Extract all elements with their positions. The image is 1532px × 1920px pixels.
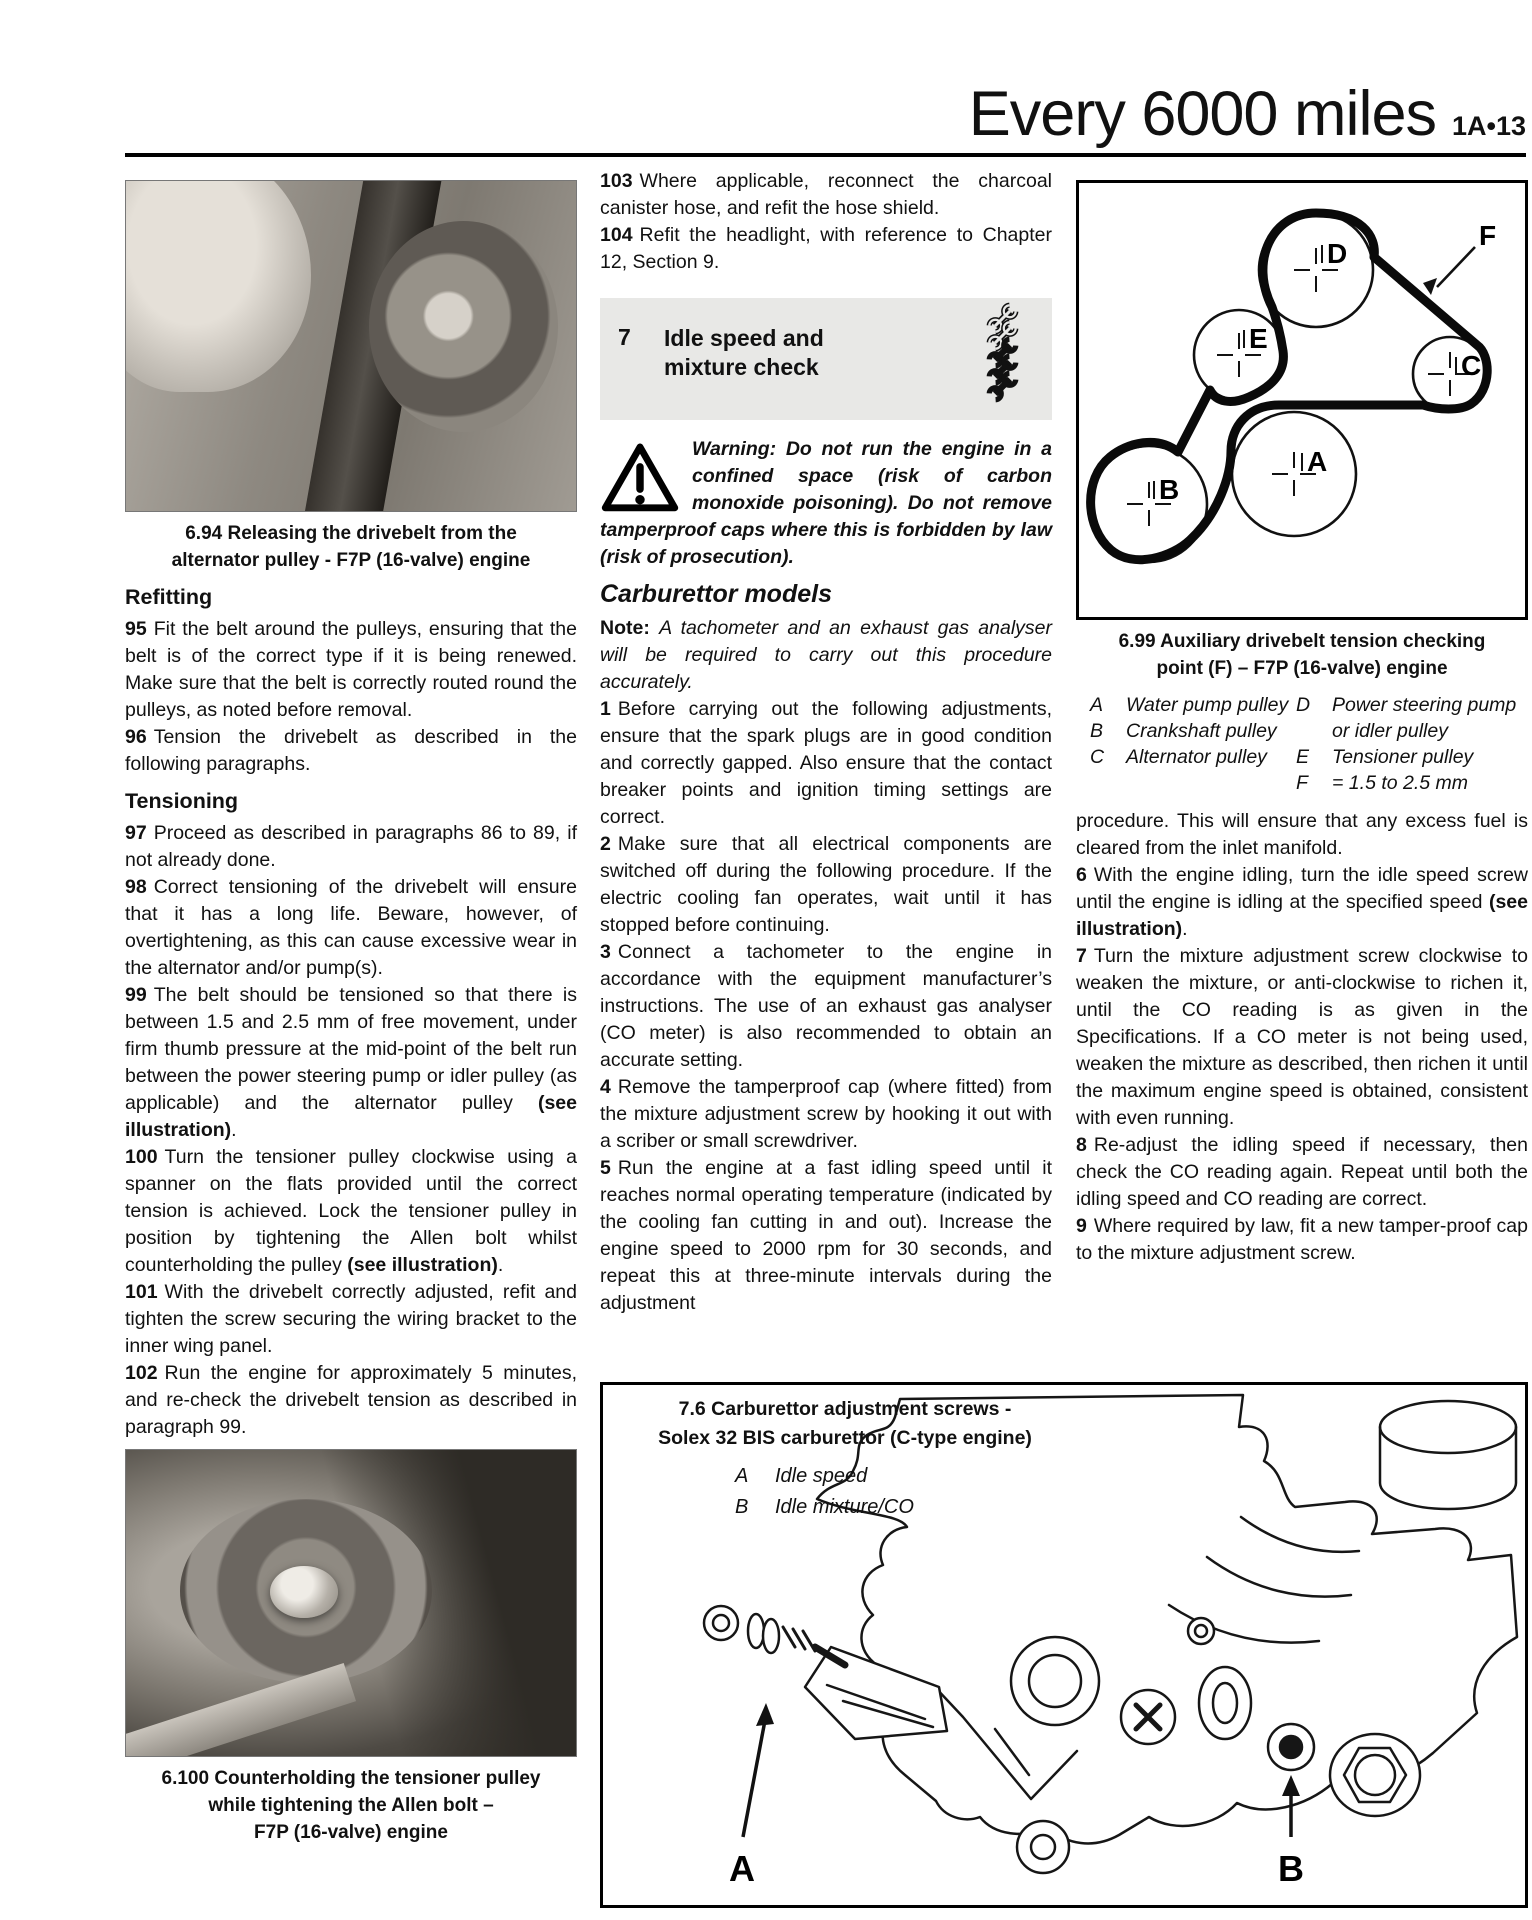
header-rule [125, 153, 1526, 157]
paragraph: 103 Where applicable, reconnect the charcoal canister hose, and refit the hose shield. [600, 170, 1052, 219]
paragraph: 4 Remove the tamperproof cap (where fitted) from the mixture adjustment screw by hooking it out with a scriber or small screwdriver. [600, 1076, 1052, 1152]
caption-line: alternator pulley - F7P (16-valve) engine [171, 550, 531, 571]
paragraph: 8 Re-adjust the idling speed if necessary, then check the CO reading again. Repeat until both the idling speed and CO reading are correct. [1076, 1134, 1528, 1210]
pulley-shape [369, 221, 558, 432]
paragraph: 96 Tension the drivebelt as described in the following paragraphs. [125, 726, 577, 775]
note-paragraph [600, 615, 1052, 696]
page-number: 1A•13 [1452, 111, 1526, 141]
photo-counterholding-tensioner [125, 1449, 577, 1757]
paragraph: 101 With the drivebelt correctly adjusted, refit and tighten the screw securing the wiring bracket to the inner wing panel. [125, 1281, 577, 1357]
column-middle [600, 168, 1052, 1317]
photo-releasing-drivebelt [125, 180, 577, 512]
pulley-label-c: C [1461, 350, 1482, 381]
section-number: 7 [618, 324, 631, 350]
page-header [969, 78, 1526, 150]
key-row: A Water pump pulley [1090, 694, 1289, 716]
paragraph: procedure. This will ensure that any excess fuel is cleared from the inlet manifold. [1076, 810, 1528, 859]
paragraph: Note: A tachometer and an exhaust gas analyser will be required to carry out this procedure accurately. [600, 617, 1052, 693]
paragraph: Warning: Do not run the engine in a confined space (risk of carbon monoxide poisoning). Do not remove tamperproof caps where this is forbidden by law (risk of prosecution). [600, 438, 1052, 568]
figure-caption-76 [619, 1395, 1071, 1453]
key-row: B Crankshaft pulley [1090, 720, 1277, 742]
key-row: F = 1.5 to 2.5 mm [1296, 772, 1469, 794]
paragraph: 100 Turn the tensioner pulley clockwise using a spanner on the flats provided until the correct tension is achieved. Lock the tensioner pulley in position by tightening the Allen bolt whilst counterholding the pulley (see illustration). [125, 1146, 577, 1276]
key-column-right [1296, 692, 1528, 796]
drawing-label-b: B [1278, 1848, 1304, 1889]
heading-tensioning: Tensioning [125, 789, 239, 813]
paragraph: 3 Connect a tachometer to the engine in accordance with the equipment manufacturer’s instructions. The use of an exhaust gas analyser (CO meter) is also recommended to obtain an accurate setting. [600, 941, 1052, 1071]
paragraph: 97 Proceed as described in paragraphs 86 to 89, if not already done. [125, 822, 577, 871]
caption-line: 7.6 Carburettor adjustment screws - [678, 1398, 1012, 1420]
figure-caption-699 [1076, 628, 1528, 682]
top-paragraphs [600, 168, 1052, 276]
column-left [125, 180, 577, 1856]
drawing-label-a: A [729, 1848, 755, 1889]
procedure-paragraphs [600, 696, 1052, 1317]
caption-line: 6.94 Releasing the drivebelt from the [185, 523, 517, 544]
heading-refitting: Refitting [125, 585, 213, 609]
paragraph: 98 Correct tensioning of the drivebelt will ensure that it has a long life. Beware, however, of overtightening, as this can cause excessive wear in the alternator and/or pump(s). [125, 876, 577, 979]
tension-point-label-f: F [1479, 220, 1497, 251]
key-column-left [1090, 692, 1296, 796]
paragraph: 104 Refit the headlight, with reference to Chapter 12, Section 9. [600, 224, 1052, 273]
pulley-label-b: B [1159, 474, 1180, 505]
key-row: B Idle mixture/CO [735, 1496, 914, 1518]
hand-shape [125, 180, 311, 392]
pulley-label-e: E [1249, 323, 1268, 354]
paragraph: 5 Run the engine at a fast idling speed until it reaches normal operating temperature (indicated by the cooling fan cutting in and out). Increase the engine speed to 2000 rpm for 30 seconds, and repeat this at three-minute intervals during the adjustment [600, 1157, 1052, 1314]
caption-line: 6.99 Auxiliary drivebelt tension checking [1118, 631, 1486, 652]
caption-line: Solex 32 BIS carburettor (C-type engine) [658, 1427, 1032, 1449]
caption-line: point (F) – F7P (16-valve) engine [1156, 658, 1448, 679]
warning-triangle-icon [600, 442, 680, 514]
key-row: A Idle speed [735, 1465, 868, 1487]
arrow-a [743, 1715, 766, 1837]
figure-belt-diagram [1076, 180, 1528, 620]
paragraph: 102 Run the engine for approximately 5 minutes, and re-check the drivebelt tension as described in paragraph 99. [125, 1362, 577, 1438]
tensioning-paragraphs [125, 820, 577, 1441]
spanner-shape [125, 1663, 355, 1757]
tension-point-arrow [1437, 247, 1475, 287]
key-row: D Power steering pump or idler pulley [1296, 694, 1517, 742]
paragraph: 95 Fit the belt around the pulleys, ensuring that the belt is of the correct type if it is being renewed. Make sure that the belt is correctly routed round the pulleys, as noted before removal. [125, 618, 577, 721]
section-title: Idle speed and mixture check [664, 325, 824, 380]
column-right [1076, 180, 1528, 1267]
paragraph: 7 Turn the mixture adjustment screw clockwise to weaken the mixture, or anti-clockwise to richen it, until the CO reading is as given in the Specifications. If a CO meter is not being used, weaken the mixture as described, then richen it until the maximum engine speed is obtained, consistent with even running. [1076, 945, 1528, 1129]
figure-caption-6100 [125, 1765, 577, 1846]
pulley-label-a: A [1307, 446, 1328, 477]
key-row: E Tensioner pulley [1296, 746, 1474, 768]
page-title: Every 6000 miles [968, 79, 1436, 149]
refitting-paragraphs [125, 616, 577, 778]
figure-699-key [1076, 692, 1528, 796]
spanner-stack-icon [978, 302, 1042, 416]
paragraph: 9 Where required by law, fit a new tamper-proof cap to the mixture adjustment screw. [1076, 1215, 1528, 1264]
paragraph: 6 With the engine idling, turn the idle speed screw until the engine is idling at the specified speed (see illustration). [1076, 864, 1528, 940]
paragraph: 99 The belt should be tensioned so that there is between 1.5 and 2.5 mm of free movement, under firm thumb pressure at the mid-point of the belt run between the power steering pump or idler pulley (as applicable) and the alternator pulley (see illustration). [125, 984, 577, 1141]
pulley-label-d: D [1327, 238, 1348, 269]
figure-caption-694 [125, 520, 577, 574]
drivebelt-routing-diagram [1079, 183, 1525, 617]
caption-line: F7P (16-valve) engine [254, 1822, 448, 1843]
figure-76-key [735, 1461, 914, 1523]
section-7-heading-box [600, 298, 1052, 420]
figure-carburettor-adjustment [600, 1382, 1528, 1908]
caption-line: 6.100 Counterholding the tensioner pulley [161, 1768, 541, 1789]
warning-block [600, 436, 1052, 571]
right-paragraphs [1076, 808, 1528, 1267]
paragraph: 1 Before carrying out the following adjustments, ensure that the spark plugs are in good condition and correctly gapped. Also ensure that the contact breaker points and ignition timing settings are correct. [600, 698, 1052, 828]
caption-line: while tightening the Allen bolt – [208, 1795, 494, 1816]
bolt-shape [270, 1566, 338, 1618]
key-row: C Alternator pulley [1090, 746, 1267, 768]
paragraph: 2 Make sure that all electrical components are switched off during the following procedure. If the electric cooling fan operates, wait until it has stopped before continuing. [600, 833, 1052, 936]
heading-carburettor-models: Carburettor models [600, 580, 832, 608]
